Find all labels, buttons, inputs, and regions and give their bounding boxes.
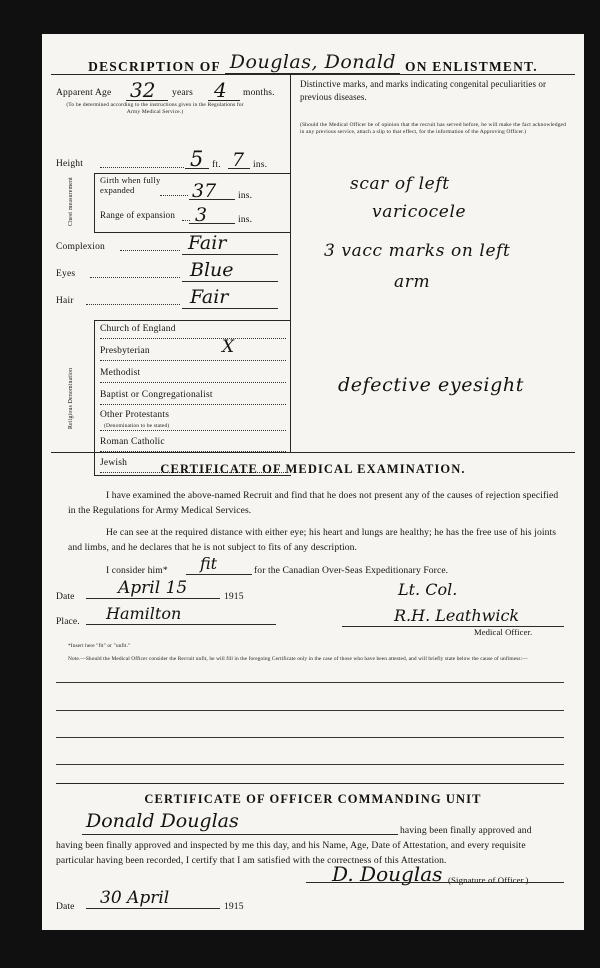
film-edge-right [584, 0, 600, 968]
girth-unit: ins. [238, 191, 253, 201]
apparent-age-years-rule [126, 100, 168, 101]
girth-label: Girth when fully expanded [100, 175, 161, 195]
medical-officer-title: Medical Officer. [474, 627, 533, 637]
film-edge-left [0, 0, 42, 968]
medical-date-label: Date [56, 591, 75, 602]
apparent-age-label: Apparent Age [56, 88, 112, 98]
medical-footnote-2: Note.—Should the Medical Officer consider the Recruit unfit, he will fill in the foregoing Certificate only in the case of those who have been attested, and will briefly state below the cause of unfitness:— [68, 656, 528, 662]
hair-value: Fair [190, 286, 229, 308]
distinctive-marks-title: Distinctive marks, and marks indicating congenital peculiarities or previous diseases. [300, 79, 547, 103]
eyes-leader [90, 277, 180, 278]
marks-line-5: defective eyesight [338, 374, 524, 396]
blank-rule-4 [56, 764, 564, 765]
range-unit: ins. [238, 215, 253, 225]
range-value: 3 [195, 204, 208, 226]
blank-rule-3 [56, 737, 564, 738]
form-title-prefix: DESCRIPTION OF [88, 59, 221, 74]
religion-rule-5 [100, 451, 286, 452]
officer-certificate-paragraph: having been finally approved and inspected by me this day, and his Name, Age, Date of Attestation, and every requisite particular having been recorded, I certify that I am satisfied with the correctness of this Attestation. [56, 840, 526, 866]
complexion-label: Complexion [56, 242, 105, 252]
officer-date-rule [86, 908, 220, 909]
consider-value-rule [186, 574, 252, 575]
marks-line-1: scar of left [350, 174, 450, 194]
officer-signature-label: (Signature of Officer.) [448, 875, 529, 885]
years-label: years [172, 88, 194, 98]
film-edge-top [0, 0, 600, 34]
religion-other-protestants-note: (Denomination to be stated) [104, 423, 170, 429]
form-sheet [42, 34, 584, 930]
religion-rule-0 [100, 338, 286, 339]
height-leader [100, 167, 184, 168]
religion-option-roman-catholic[interactable]: Roman Catholic [100, 437, 165, 447]
officer-signature-rule [306, 882, 564, 883]
complexion-rule [182, 254, 278, 255]
medical-officer-signature: R.H. Leathwick [394, 606, 520, 625]
range-rule [189, 223, 235, 224]
medical-certificate-title: CERTIFICATE OF MEDICAL EXAMINATION. [160, 462, 466, 476]
officer-rank-initials: Lt. Col. [398, 580, 458, 599]
girth-rule [189, 199, 235, 200]
marks-line-4: arm [394, 272, 431, 292]
eyes-rule [182, 281, 278, 282]
religion-option-presbyterian[interactable]: Presbyterian [100, 346, 150, 356]
inches-label: ins. [253, 160, 268, 170]
officer-certificate-name-written: Donald Douglas [86, 810, 239, 832]
height-inches-rule [228, 168, 250, 169]
range-of-expansion-label: Range of expansion [100, 210, 176, 220]
feet-label: ft. [212, 160, 221, 170]
distinctive-marks-note: (Should the Medical Officer be of opinion that the recruit has served before, he will make the fact acknowledged in any previous service, attach a slip to that effect, for the information of the Approving Officer.) [300, 122, 566, 135]
medical-place-rule [86, 624, 276, 625]
range-leader [182, 220, 190, 221]
girth-leader [160, 195, 188, 196]
religion-option-church-of-england[interactable]: Church of England [100, 324, 176, 334]
religion-rule-1 [100, 360, 286, 361]
marks-line-2: varicocele [372, 202, 467, 222]
religion-rule-2 [100, 382, 286, 383]
consider-suffix: for the Canadian Over-Seas Expeditionary Force. [254, 565, 449, 576]
officer-year-printed: 1915 [224, 901, 244, 912]
height-feet-rule [185, 168, 209, 169]
eyes-label: Eyes [56, 269, 76, 279]
officer-certificate-name-rule [82, 834, 398, 835]
medical-date-rule [86, 598, 220, 599]
religion-rule-3 [100, 404, 286, 405]
officer-certificate-title: CERTIFICATE OF OFFICER COMMANDING UNIT [144, 792, 482, 806]
consider-prefix: I consider him* [106, 565, 168, 576]
blank-rule-2 [56, 710, 564, 711]
height-label: Height [56, 159, 84, 169]
religion-option-other-protestants[interactable]: Other Protestants [100, 410, 170, 420]
enlistee-name-written: Douglas, Donald [225, 51, 400, 74]
medical-certificate-paragraph-2: He can see at the required distance with either eye; his heart and lungs are healthy; he has the free use of his joints and limbs, and he declares that he is not subject to fits of any description. [68, 527, 557, 553]
medical-place-written: Hamilton [106, 604, 182, 623]
consider-value: fit [200, 554, 218, 573]
complexion-leader [120, 250, 180, 251]
officer-certificate-para-head: having been finally approved and [400, 825, 532, 836]
girth-value: 37 [192, 180, 217, 202]
complexion-value: Fair [188, 232, 227, 254]
officer-date-written: 30 April [100, 888, 170, 908]
hair-rule [182, 308, 278, 309]
form-title-suffix: ON ENLISTMENT. [405, 59, 538, 74]
medical-date-written: April 15 [118, 578, 188, 598]
apparent-age-years-value: 32 [130, 78, 156, 102]
officer-section-divider [56, 783, 564, 784]
months-label: months. [243, 88, 275, 98]
religion-checkmark-presbyterian: X [222, 337, 235, 357]
blank-rule-1 [56, 682, 564, 683]
form-body [42, 34, 584, 930]
religion-option-methodist[interactable]: Methodist [100, 368, 141, 378]
apparent-age-note: (To be determined according to the instructions given in the Regulations for Army Medical Service.) [66, 102, 244, 115]
religion-rule-4 [100, 430, 286, 431]
hair-label: Hair [56, 296, 74, 306]
height-inches-value: 7 [232, 149, 245, 171]
marks-line-3: 3 vacc marks on left [324, 241, 511, 261]
medical-certificate-paragraph-1: I have examined the above-named Recruit and find that he does not present any of the causes of rejection specified in the Regulations for Army Medical Services. [68, 490, 559, 516]
eyes-value: Blue [190, 259, 234, 281]
officer-signature-written: D. Douglas [332, 862, 443, 886]
apparent-age-months-rule [208, 100, 240, 101]
hair-leader [86, 304, 180, 305]
religion-option-baptist[interactable]: Baptist or Congregationalist [100, 390, 213, 400]
medical-place-label: Place. [56, 616, 80, 627]
religion-label: Religious Denomination [68, 367, 74, 429]
film-edge-bottom [0, 930, 600, 968]
medical-year-printed: 1915 [224, 591, 244, 602]
medical-footnote-1: *Insert here "fit" or "unfit." [68, 643, 131, 649]
officer-date-label: Date [56, 901, 75, 912]
chest-measurement-label: Chest measurement [68, 177, 74, 227]
apparent-age-months-value: 4 [214, 78, 227, 102]
height-feet-value: 5 [190, 147, 204, 171]
religion-option-jewish[interactable]: Jewish [100, 458, 128, 468]
